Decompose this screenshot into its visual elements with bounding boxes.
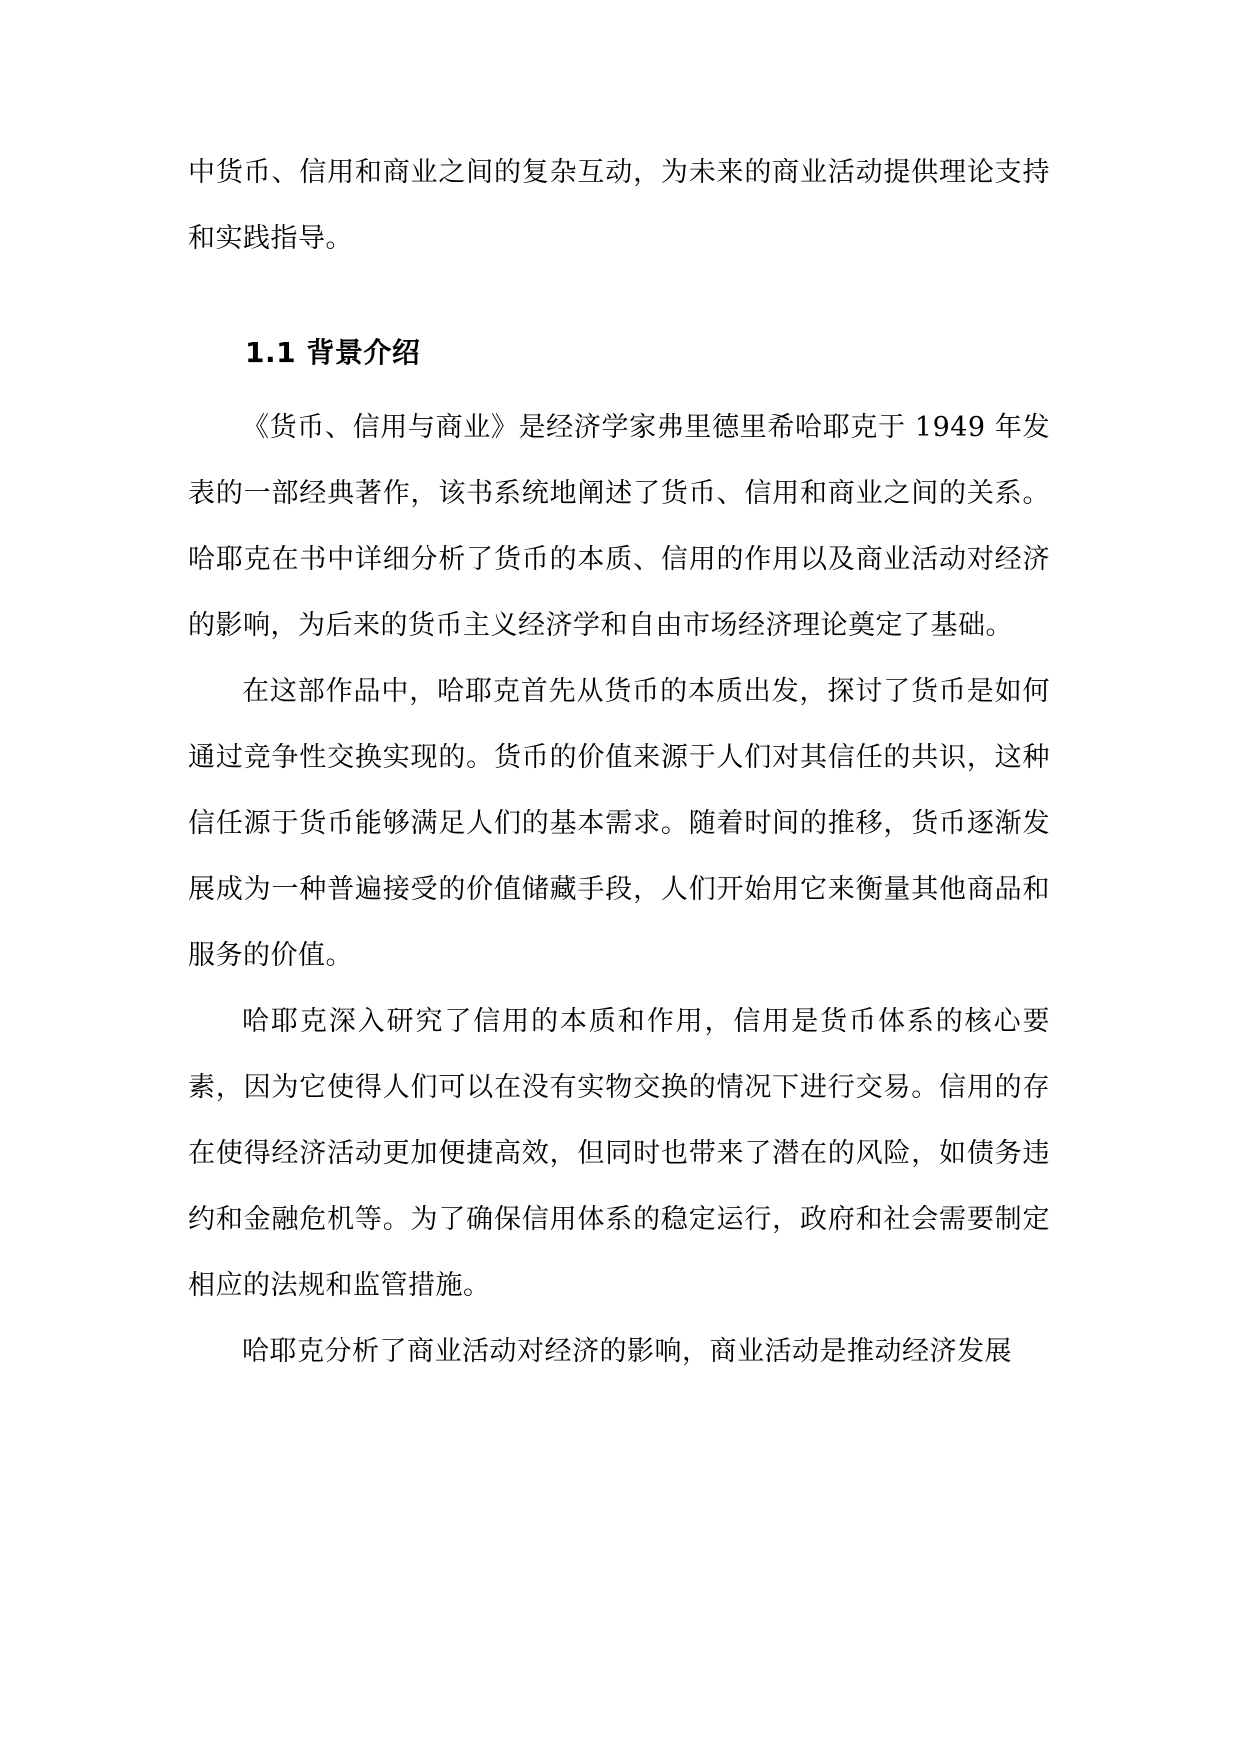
body-paragraph-1: 《货币、信用与商业》是经济学家弗里德里希哈耶克于 1949 年发表的一部经典著作，该书系统地阐述了货币、信用和商业之间的关系。哈耶克在书中详细分析了货币的本质、信用的作用以及商业活动对经济的影响，为后来的货币主义经济学和自由市场经济理论奠定了基础。: [188, 412, 1050, 641]
intro-continuation-paragraph: [188, 140, 1050, 272]
section-heading: 1.1 背景介绍: [245, 336, 421, 369]
section-body: [188, 395, 1050, 1385]
body-paragraph-3: 哈耶克深入研究了信用的本质和作用，信用是货币体系的核心要素，因为它使得人们可以在没有实物交换的情况下进行交易。信用的存在使得经济活动更加便捷高效，但同时也带来了潜在的风险，如债务违约和金融危机等。为了确保信用体系的稳定运行，政府和社会需要制定相应的法规和监管措施。: [188, 1006, 1050, 1301]
body-paragraph-2: 在这部作品中，哈耶克首先从货币的本质出发，探讨了货币是如何通过竞争性交换实现的。货币的价值来源于人们对其信任的共识，这种信任源于货币能够满足人们的基本需求。随着时间的推移，货币逐渐发展成为一种普遍接受的价值储藏手段，人们开始用它来衡量其他商品和服务的价值。: [188, 676, 1050, 971]
intro-continuation-text: 中货币、信用和商业之间的复杂互动，为未来的商业活动提供理论支持和实践指导。: [188, 157, 1050, 254]
body-paragraph-4: 哈耶克分析了商业活动对经济的影响，商业活动是推动经济发展: [242, 1336, 1012, 1367]
